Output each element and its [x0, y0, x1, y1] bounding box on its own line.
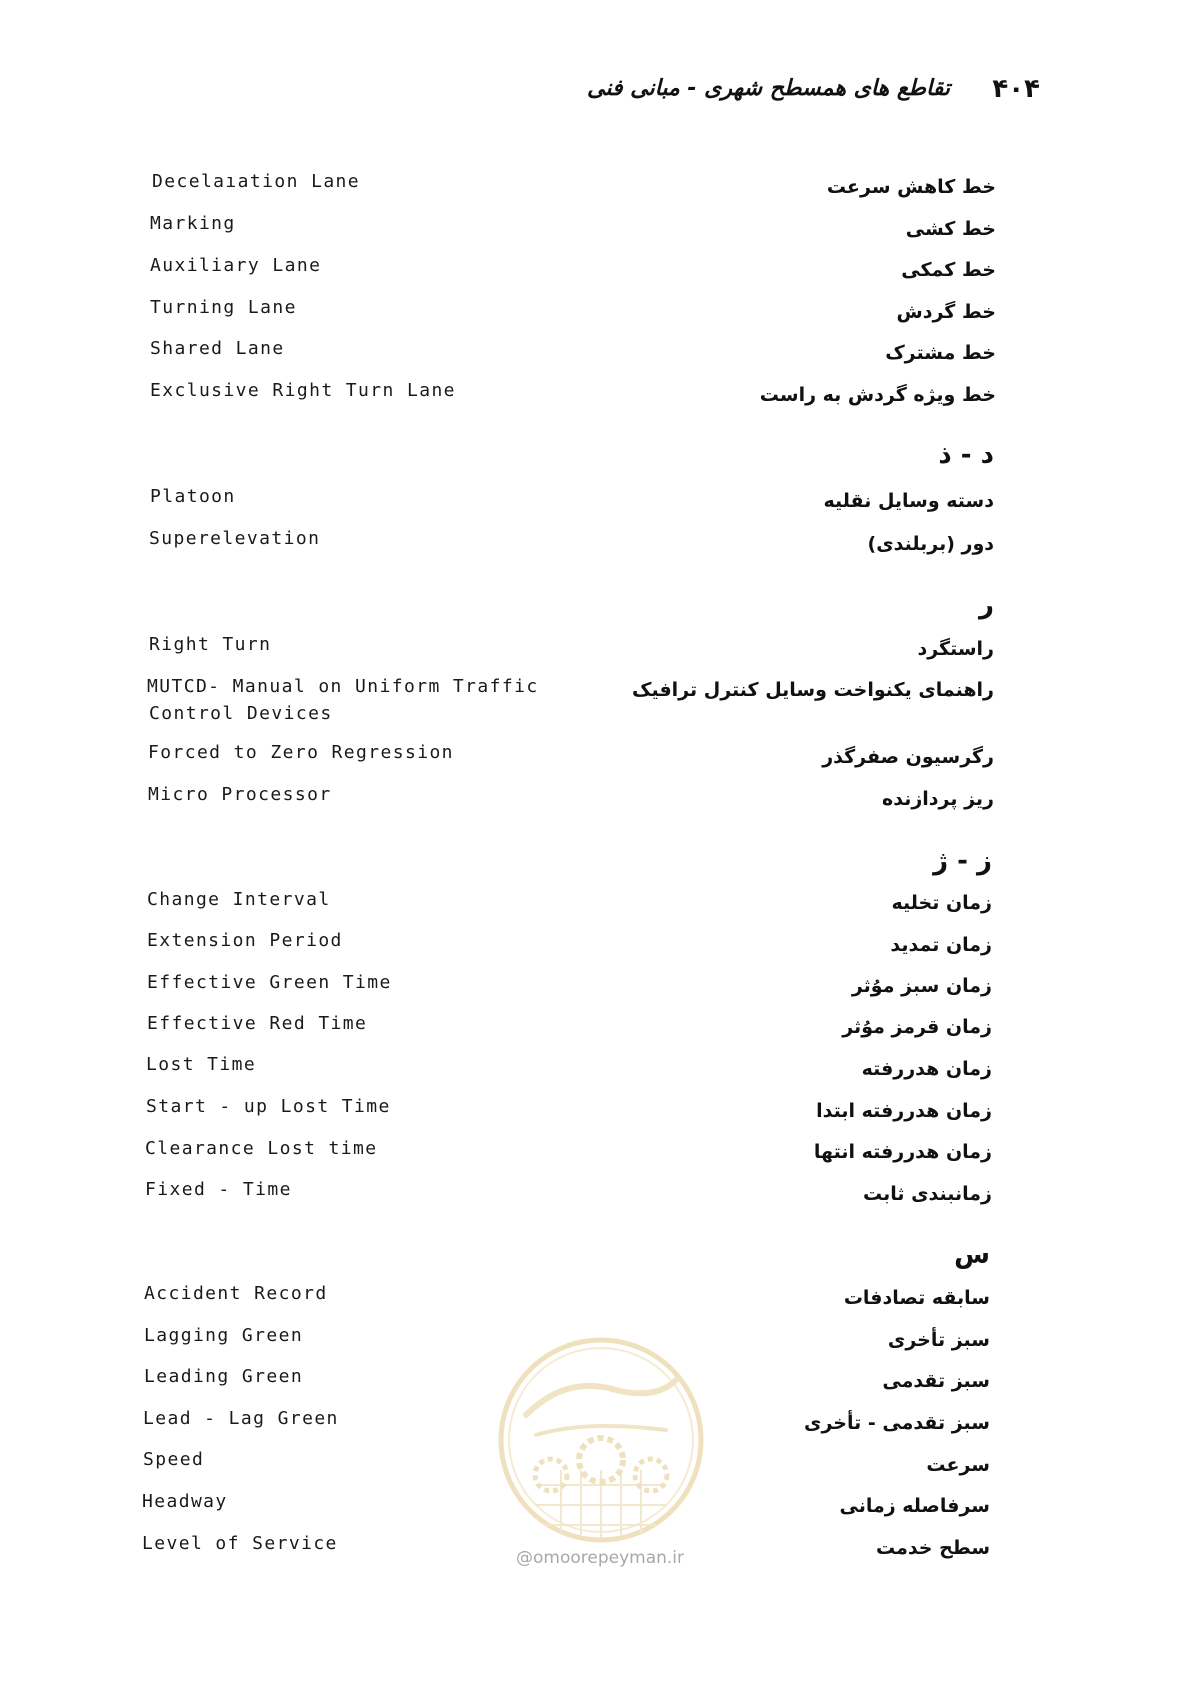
term-en: Effective Red Time — [147, 1013, 368, 1034]
term-en: Lagging Green — [144, 1325, 304, 1346]
term-en: Micro Processor — [148, 784, 332, 805]
term-fa: ریز پردازنده — [882, 788, 994, 810]
section-heading: س — [954, 1240, 990, 1270]
term-en: Fixed - Time — [145, 1179, 292, 1200]
term-en: Lost Time — [146, 1054, 257, 1075]
term-fa: سابقه تصادفات — [843, 1287, 990, 1309]
page-header — [560, 74, 1040, 114]
term-fa: خط گردش — [896, 301, 996, 323]
term-fa: راهنمای یکنواخت وسایل کنترل ترافیک — [631, 679, 994, 701]
term-fa: خط ویژه گردش به راست — [759, 384, 996, 406]
term-en: MUTCD- Manual on Uniform Traffic — [147, 676, 539, 697]
term-fa: زمان قرمز موُثر — [842, 1016, 992, 1038]
section-heading: ز - ژ — [933, 846, 992, 876]
term-en: Superelevation — [149, 528, 321, 549]
term-fa: سرفاصله زمانی — [839, 1495, 990, 1517]
term-fa: زمان هدررفته — [861, 1058, 992, 1080]
term-fa: دور (بربلندی) — [867, 533, 994, 555]
term-fa: زمانبندی ثابت — [862, 1183, 992, 1205]
term-fa: سبز تقدمی - تأخری — [804, 1412, 990, 1434]
term-fa: زمان تمدید — [890, 934, 992, 956]
term-fa: زمان تخلیه — [891, 892, 992, 914]
term-fa: رگرسیون صفرگذر — [822, 746, 994, 768]
term-en: Start - up Lost Time — [146, 1096, 391, 1117]
watermark-logo — [496, 1335, 706, 1545]
term-fa: خط کمکی — [901, 259, 996, 281]
term-en: Forced to Zero Regression — [148, 742, 454, 763]
term-en: Lead - Lag Green — [143, 1408, 339, 1429]
term-en: Turning Lane — [150, 297, 297, 318]
term-en: Exclusive Right Turn Lane — [150, 380, 456, 401]
term-fa: خط کشی — [905, 218, 996, 240]
term-fa: خط کاهش سرعت — [826, 176, 996, 198]
term-en: Clearance Lost time — [145, 1138, 378, 1159]
term-en: Extension Period — [147, 930, 343, 951]
term-fa: سطح خدمت — [875, 1537, 990, 1559]
term-en: Right Turn — [149, 634, 272, 655]
term-en: Speed — [143, 1449, 205, 1470]
term-fa: سبز تأخری — [887, 1329, 990, 1351]
term-en: Auxiliary Lane — [150, 255, 322, 276]
section-heading: د - ذ — [938, 440, 994, 470]
term-fa: زمان سبز موُثر — [851, 975, 992, 997]
term-en: Headway — [142, 1491, 228, 1512]
term-en: Change Interval — [147, 889, 331, 910]
watermark-caption: @omoorepeyman.ir — [515, 1548, 685, 1568]
term-fa: دسته وسایل نقلیه — [823, 490, 994, 512]
term-en: Shared Lane — [150, 338, 285, 359]
term-fa: راستگرد — [917, 638, 994, 660]
term-en: Marking — [150, 213, 236, 234]
term-en: Effective Green Time — [147, 972, 392, 993]
term-en: Decelaıation Lane — [152, 171, 361, 192]
term-en: Platoon — [150, 486, 236, 507]
term-en: Accident Record — [144, 1283, 328, 1304]
section-heading: ر — [979, 590, 994, 620]
term-fa: زمان هدررفته ابتدا — [816, 1100, 992, 1122]
term-en: Level of Service — [142, 1533, 338, 1554]
term-en: Leading Green — [144, 1366, 304, 1387]
page-number: ۴۰۴ — [992, 74, 1040, 104]
term-fa: خط مشترک — [885, 342, 996, 364]
term-fa: سبز تقدمی — [882, 1370, 990, 1392]
running-title: تقاطع های همسطح شهری - مبانی فنی — [587, 76, 950, 101]
term-en-continued: Control Devices — [149, 703, 333, 724]
term-fa: زمان هدررفته انتها — [813, 1141, 992, 1163]
term-fa: سرعت — [926, 1454, 990, 1476]
